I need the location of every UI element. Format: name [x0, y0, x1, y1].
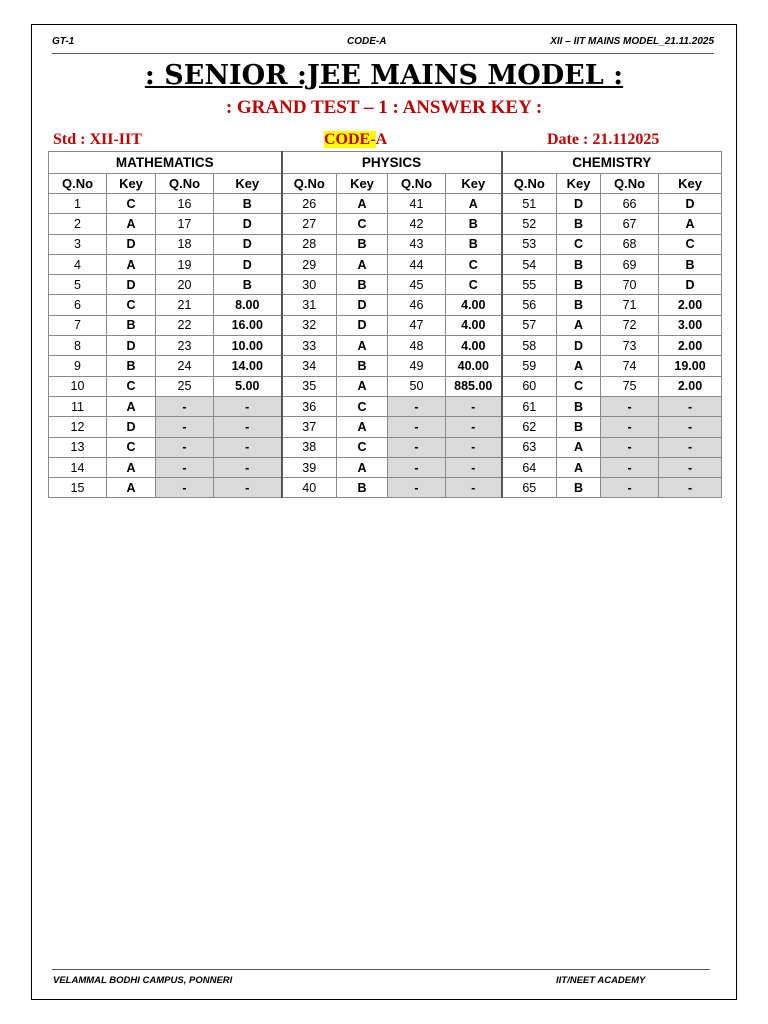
- question-number-cell: 18: [156, 234, 214, 254]
- table-row: [49, 336, 722, 356]
- answer-key-cell: C: [337, 396, 388, 416]
- question-number-cell: 29: [282, 254, 337, 274]
- answer-key-cell: C: [446, 275, 502, 295]
- column-header: Key: [107, 174, 156, 194]
- answer-key-cell: D: [659, 275, 722, 295]
- question-number-cell: -: [601, 437, 659, 457]
- answer-key-cell: 16.00: [214, 315, 282, 335]
- answer-key-cell: A: [107, 478, 156, 498]
- question-number-cell: 5: [49, 275, 107, 295]
- answer-key-cell: -: [214, 396, 282, 416]
- question-number-cell: 1: [49, 194, 107, 214]
- answer-key-cell: B: [659, 254, 722, 274]
- table-row: [49, 295, 722, 315]
- question-number-cell: 72: [601, 315, 659, 335]
- header-divider: [52, 53, 714, 54]
- question-number-cell: 27: [282, 214, 337, 234]
- question-number-cell: 22: [156, 315, 214, 335]
- answer-key-cell: 8.00: [214, 295, 282, 315]
- question-number-cell: 7: [49, 315, 107, 335]
- answer-key-cell: D: [214, 254, 282, 274]
- question-number-cell: 39: [282, 457, 337, 477]
- answer-key-cell: -: [214, 478, 282, 498]
- table-row: [49, 315, 722, 335]
- answer-key-cell: -: [446, 417, 502, 437]
- answer-key-cell: C: [107, 194, 156, 214]
- question-number-cell: 67: [601, 214, 659, 234]
- answer-key-cell: C: [107, 295, 156, 315]
- answer-key-cell: D: [107, 336, 156, 356]
- answer-key-cell: B: [446, 234, 502, 254]
- question-number-cell: 73: [601, 336, 659, 356]
- question-number-cell: 71: [601, 295, 659, 315]
- answer-key-cell: C: [337, 214, 388, 234]
- answer-key-cell: A: [557, 437, 601, 457]
- answer-key-cell: -: [659, 417, 722, 437]
- answer-key-cell: D: [557, 194, 601, 214]
- answer-key-cell: 2.00: [659, 376, 722, 396]
- answer-key-cell: 14.00: [214, 356, 282, 376]
- question-number-cell: -: [388, 457, 446, 477]
- answer-key-cell: B: [557, 396, 601, 416]
- answer-key-cell: 4.00: [446, 295, 502, 315]
- answer-key-cell: B: [557, 254, 601, 274]
- question-number-cell: 33: [282, 336, 337, 356]
- answer-key-cell: -: [659, 396, 722, 416]
- table-row: [49, 417, 722, 437]
- question-number-cell: 30: [282, 275, 337, 295]
- answer-key-cell: C: [659, 234, 722, 254]
- answer-key-cell: A: [107, 214, 156, 234]
- answer-key-cell: B: [557, 295, 601, 315]
- code-label: CODE-A: [324, 131, 388, 148]
- answer-key-cell: 40.00: [446, 356, 502, 376]
- question-number-cell: 49: [388, 356, 446, 376]
- date-label: Date : 21.112025: [547, 131, 660, 148]
- question-number-cell: -: [601, 396, 659, 416]
- question-number-cell: 25: [156, 376, 214, 396]
- question-number-cell: 57: [502, 315, 557, 335]
- answer-key-cell: B: [337, 478, 388, 498]
- answer-key-cell: B: [214, 275, 282, 295]
- answer-key-cell: B: [557, 275, 601, 295]
- answer-key-cell: C: [557, 234, 601, 254]
- answer-key-cell: -: [446, 396, 502, 416]
- question-number-cell: -: [388, 417, 446, 437]
- answer-key-cell: C: [446, 254, 502, 274]
- answer-key-cell: A: [107, 396, 156, 416]
- question-number-cell: 50: [388, 376, 446, 396]
- question-number-cell: 40: [282, 478, 337, 498]
- question-number-cell: 32: [282, 315, 337, 335]
- footer-right: IIT/NEET ACADEMY: [556, 975, 646, 986]
- answer-key-cell: A: [337, 376, 388, 396]
- answer-key-cell: B: [557, 478, 601, 498]
- answer-key-cell: C: [557, 376, 601, 396]
- question-number-cell: 14: [49, 457, 107, 477]
- question-number-cell: 51: [502, 194, 557, 214]
- question-number-cell: 46: [388, 295, 446, 315]
- answer-key-cell: D: [107, 417, 156, 437]
- answer-key-cell: -: [446, 437, 502, 457]
- question-number-cell: -: [601, 478, 659, 498]
- table-row: [49, 356, 722, 376]
- column-header: Key: [659, 174, 722, 194]
- question-number-cell: 24: [156, 356, 214, 376]
- answer-key-cell: D: [557, 336, 601, 356]
- answer-key-cell: D: [214, 214, 282, 234]
- answer-key-cell: B: [337, 356, 388, 376]
- answer-key-cell: D: [659, 194, 722, 214]
- answer-key-cell: B: [214, 194, 282, 214]
- question-number-cell: 31: [282, 295, 337, 315]
- footer-divider: [52, 969, 710, 970]
- column-header: Q.No: [601, 174, 659, 194]
- question-number-cell: 13: [49, 437, 107, 457]
- question-number-cell: 64: [502, 457, 557, 477]
- answer-key-cell: A: [107, 457, 156, 477]
- question-number-cell: 47: [388, 315, 446, 335]
- question-number-cell: 59: [502, 356, 557, 376]
- subject-physics: PHYSICS: [282, 152, 502, 174]
- answer-key-cell: A: [557, 457, 601, 477]
- answer-key-cell: B: [337, 234, 388, 254]
- question-number-cell: 23: [156, 336, 214, 356]
- table-row: [49, 478, 722, 498]
- answer-key-cell: D: [107, 234, 156, 254]
- std-label: Std : XII-IIT: [53, 131, 142, 148]
- answer-key-cell: B: [337, 275, 388, 295]
- answer-key-cell: -: [214, 417, 282, 437]
- answer-key-cell: A: [337, 457, 388, 477]
- column-header: Q.No: [49, 174, 107, 194]
- column-header: Q.No: [502, 174, 557, 194]
- table-row: [49, 396, 722, 416]
- question-number-cell: -: [388, 478, 446, 498]
- question-number-cell: 38: [282, 437, 337, 457]
- question-number-cell: 45: [388, 275, 446, 295]
- question-number-cell: 3: [49, 234, 107, 254]
- table-row: [49, 457, 722, 477]
- question-number-cell: 35: [282, 376, 337, 396]
- question-number-cell: -: [156, 396, 214, 416]
- document-subtitle: : GRAND TEST – 1 : ANSWER KEY :: [225, 97, 543, 118]
- header-right: XII – IIT MAINS MODEL_21.11.2025: [550, 36, 714, 47]
- question-number-cell: 9: [49, 356, 107, 376]
- question-number-cell: 56: [502, 295, 557, 315]
- question-number-cell: -: [601, 417, 659, 437]
- question-number-cell: 48: [388, 336, 446, 356]
- subject-mathematics: MATHEMATICS: [49, 152, 282, 174]
- question-number-cell: 43: [388, 234, 446, 254]
- answer-key-cell: 10.00: [214, 336, 282, 356]
- question-number-cell: 68: [601, 234, 659, 254]
- question-number-cell: 10: [49, 376, 107, 396]
- answer-key-cell: 4.00: [446, 336, 502, 356]
- question-number-cell: 41: [388, 194, 446, 214]
- table-row: [49, 194, 722, 214]
- answer-key-cell: 2.00: [659, 336, 722, 356]
- question-number-cell: 66: [601, 194, 659, 214]
- header-center: CODE-A: [347, 36, 387, 47]
- answer-key-cell: 4.00: [446, 315, 502, 335]
- question-number-cell: 69: [601, 254, 659, 274]
- question-number-cell: 60: [502, 376, 557, 396]
- column-header: Key: [446, 174, 502, 194]
- question-number-cell: 11: [49, 396, 107, 416]
- answer-key-cell: C: [337, 437, 388, 457]
- answer-key-cell: A: [659, 214, 722, 234]
- answer-rows: [49, 194, 722, 498]
- question-number-cell: -: [156, 437, 214, 457]
- question-number-cell: 61: [502, 396, 557, 416]
- column-header: Q.No: [388, 174, 446, 194]
- answer-key-cell: A: [446, 194, 502, 214]
- question-number-cell: 34: [282, 356, 337, 376]
- question-number-cell: 53: [502, 234, 557, 254]
- subject-header-row: [49, 152, 722, 174]
- column-header-row: [49, 174, 722, 194]
- question-number-cell: 28: [282, 234, 337, 254]
- answer-key-cell: 3.00: [659, 315, 722, 335]
- answer-key-cell: -: [446, 478, 502, 498]
- column-header: Q.No: [156, 174, 214, 194]
- column-header: Q.No: [282, 174, 337, 194]
- question-number-cell: 6: [49, 295, 107, 315]
- question-number-cell: 55: [502, 275, 557, 295]
- answer-key-cell: A: [557, 315, 601, 335]
- question-number-cell: 19: [156, 254, 214, 274]
- question-number-cell: 74: [601, 356, 659, 376]
- question-number-cell: 70: [601, 275, 659, 295]
- answer-key-cell: -: [659, 437, 722, 457]
- header-left: GT-1: [52, 36, 75, 47]
- question-number-cell: -: [388, 437, 446, 457]
- answer-key-cell: D: [337, 295, 388, 315]
- question-number-cell: 17: [156, 214, 214, 234]
- answer-key-cell: D: [107, 275, 156, 295]
- answer-key-cell: -: [659, 478, 722, 498]
- question-number-cell: 54: [502, 254, 557, 274]
- answer-key-cell: -: [214, 457, 282, 477]
- answer-key-cell: 885.00: [446, 376, 502, 396]
- question-number-cell: 15: [49, 478, 107, 498]
- answer-key-cell: D: [214, 234, 282, 254]
- question-number-cell: -: [156, 417, 214, 437]
- answer-key-cell: D: [337, 315, 388, 335]
- answer-key-cell: B: [557, 214, 601, 234]
- question-number-cell: 36: [282, 396, 337, 416]
- answer-key-cell: 19.00: [659, 356, 722, 376]
- question-number-cell: -: [388, 396, 446, 416]
- question-number-cell: 62: [502, 417, 557, 437]
- answer-key-cell: A: [337, 194, 388, 214]
- answer-key-cell: 5.00: [214, 376, 282, 396]
- answer-key-cell: 2.00: [659, 295, 722, 315]
- question-number-cell: 63: [502, 437, 557, 457]
- question-number-cell: 4: [49, 254, 107, 274]
- question-number-cell: 42: [388, 214, 446, 234]
- question-number-cell: 75: [601, 376, 659, 396]
- answer-key-cell: C: [107, 437, 156, 457]
- table-row: [49, 376, 722, 396]
- answer-key-table: [48, 151, 722, 498]
- question-number-cell: 65: [502, 478, 557, 498]
- column-header: Key: [337, 174, 388, 194]
- answer-key-cell: A: [557, 356, 601, 376]
- question-number-cell: 58: [502, 336, 557, 356]
- table-row: [49, 214, 722, 234]
- question-number-cell: -: [156, 457, 214, 477]
- column-header: Key: [557, 174, 601, 194]
- table-row: [49, 275, 722, 295]
- question-number-cell: 21: [156, 295, 214, 315]
- answer-key-cell: B: [557, 417, 601, 437]
- answer-key-cell: -: [214, 437, 282, 457]
- footer-left: VELAMMAL BODHI CAMPUS, PONNERI: [53, 975, 233, 986]
- document-title: : SENIOR :JEE MAINS MODEL :: [144, 60, 624, 91]
- column-header: Key: [214, 174, 282, 194]
- subject-chemistry: CHEMISTRY: [502, 152, 722, 174]
- question-number-cell: -: [156, 478, 214, 498]
- answer-key-cell: B: [107, 356, 156, 376]
- question-number-cell: 26: [282, 194, 337, 214]
- answer-key-cell: A: [337, 417, 388, 437]
- question-number-cell: 16: [156, 194, 214, 214]
- question-number-cell: 20: [156, 275, 214, 295]
- question-number-cell: 52: [502, 214, 557, 234]
- answer-key-cell: B: [446, 214, 502, 234]
- answer-key-cell: A: [337, 254, 388, 274]
- question-number-cell: 12: [49, 417, 107, 437]
- table-row: [49, 437, 722, 457]
- answer-key-cell: B: [107, 315, 156, 335]
- answer-key-cell: A: [337, 336, 388, 356]
- question-number-cell: 8: [49, 336, 107, 356]
- table-row: [49, 234, 722, 254]
- question-number-cell: 44: [388, 254, 446, 274]
- question-number-cell: -: [601, 457, 659, 477]
- answer-key-cell: -: [659, 457, 722, 477]
- question-number-cell: 37: [282, 417, 337, 437]
- answer-key-cell: -: [446, 457, 502, 477]
- question-number-cell: 2: [49, 214, 107, 234]
- table-row: [49, 254, 722, 274]
- answer-key-cell: A: [107, 254, 156, 274]
- answer-key-cell: C: [107, 376, 156, 396]
